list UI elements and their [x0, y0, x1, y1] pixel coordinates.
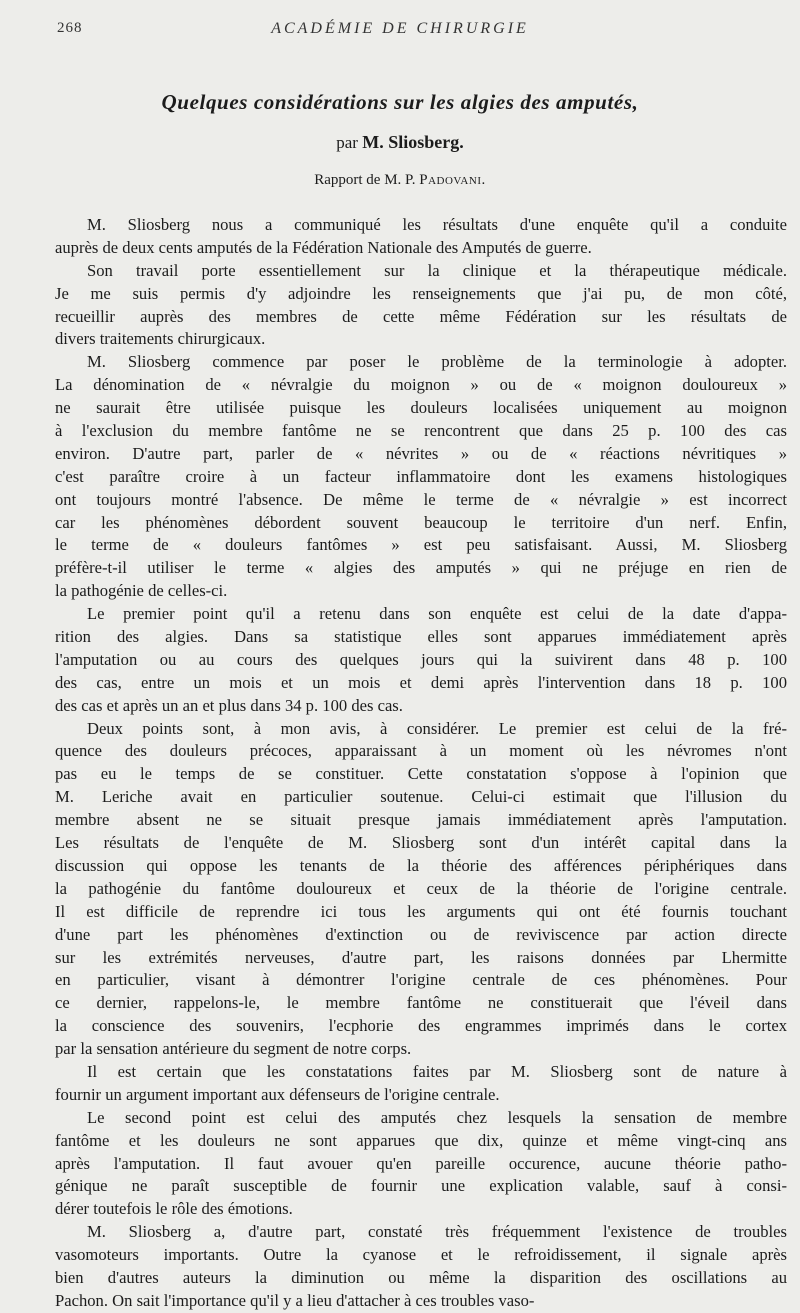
text-line: Il est certain que les constatations faites par M. Sliosberg sont de nature à	[87, 1061, 787, 1081]
text-line: Pachon. On sait l'importance qu'il y a lieu d'attacher à ces troubles vaso-	[55, 1290, 535, 1310]
page-number: 268	[57, 20, 83, 36]
text-line: pas eu le temps de se constituer. Cette constatation s'oppose à l'opinion que	[55, 764, 787, 784]
author-name: M. Sliosberg.	[362, 132, 464, 152]
text-line: à l'exclusion du membre fantôme ne se rencontrent que dans 25 p. 100 des cas	[55, 421, 787, 441]
text-line: la conscience des souvenirs, l'ecphorie des engrammes imprimés dans le cortex	[55, 1016, 787, 1036]
paragraph	[55, 260, 787, 352]
text-line: environ. D'autre part, parler de « névrites » ou de « réactions névritiques »	[55, 443, 787, 463]
text-line: c'est paraître croire à un facteur inflammatoire dont les examens histologiques	[55, 466, 787, 486]
text-line: M. Sliosberg commence par poser le problème de la terminologie à adopter.	[87, 352, 787, 372]
text-line: d'une part les phénomènes d'extinction ou de reviviscence par action directe	[55, 924, 787, 944]
text-line: dérer toutefois le rôle des émotions.	[55, 1199, 293, 1219]
paragraph	[55, 214, 787, 260]
report-line	[0, 172, 800, 189]
text-line: divers traitements chirurgicaux.	[55, 329, 266, 349]
byline-prefix: par	[336, 133, 358, 152]
paragraph	[55, 1061, 787, 1107]
text-line: la pathogénie de celles-ci.	[55, 581, 228, 601]
text-line: en particulier, visant à démontrer l'origine centrale de ces phénomènes. Pour	[55, 970, 787, 990]
text-line: La dénomination de « névralgie du moignon » ou de « moignon douloureux »	[55, 375, 787, 395]
text-line: car les phénomènes débordent souvent beaucoup le territoire d'un nerf. Enfin,	[55, 512, 787, 532]
reporter-name: Padovani.	[419, 172, 486, 188]
text-line: Il est difficile de reprendre ici tous les arguments qui ont été fournis touchant	[55, 901, 787, 921]
text-line: génique ne paraît susceptible de fournir une explication valable, sauf à consi-	[55, 1176, 787, 1196]
text-line: recueillir auprès des membres de cette même Fédération sur les résultats de	[55, 306, 787, 326]
text-line: Je me suis permis d'y adjoindre les renseignements que j'ai pu, de mon côté,	[55, 283, 787, 303]
text-line: ont toujours montré l'absence. De même le terme de « névralgie » est incorrect	[55, 489, 787, 509]
article-body	[55, 214, 787, 1313]
text-line: ce dernier, rappelons-le, le membre fantôme ne constituerait que l'éveil dans	[55, 993, 787, 1013]
text-line: M. Leriche avait en particulier soutenue. Celui-ci estimait que l'illusion du	[55, 787, 787, 807]
report-prefix: Rapport de M. P.	[314, 172, 416, 188]
paragraph	[55, 1107, 787, 1221]
text-line: bien d'autres auteurs la diminution ou même la disparition des oscillations au	[55, 1267, 787, 1287]
article-title: Quelques considérations sur les algies des amputés,	[161, 90, 639, 114]
text-line: quence des douleurs précoces, apparaissant à un moment où les névromes n'ont	[55, 741, 787, 761]
text-line: membre absent ne se situait presque jamais immédiatement après l'amputation.	[55, 810, 787, 830]
byline	[0, 132, 800, 153]
text-line: fournir un argument important aux défenseurs de l'origine centrale.	[55, 1084, 500, 1104]
paragraph	[55, 718, 787, 1061]
paragraph	[55, 1221, 787, 1313]
text-line: des cas, entre un mois et un mois et demi après l'intervention dans 18 p. 100	[55, 672, 787, 692]
text-line: auprès de deux cents amputés de la Fédération Nationale des Amputés de guerre.	[55, 237, 592, 257]
text-line: sur les extrémités nerveuses, d'autre part, les raisons données par Lhermitte	[55, 947, 787, 967]
text-line: Les résultats de l'enquête de M. Sliosberg sont d'un intérêt capital dans la	[55, 833, 787, 853]
text-line: discussion qui oppose les tenants de la théorie des afférences périphériques dans	[55, 855, 787, 875]
paragraph	[55, 351, 787, 603]
text-line: Son travail porte essentiellement sur la clinique et la thérapeutique médicale.	[87, 260, 787, 280]
paragraph	[55, 603, 787, 717]
text-line: l'amputation ou au cours des quelques jours qui la suivirent dans 48 p. 100	[55, 649, 787, 669]
text-line: fantôme et les douleurs ne sont apparues que dix, quinze et même vingt-cinq ans	[55, 1130, 787, 1150]
text-line: après l'amputation. Il faut avouer qu'en pareille occurence, aucune théorie patho-	[55, 1153, 787, 1173]
text-line: vasomoteurs importants. Outre la cyanose et le refroidissement, il signale après	[55, 1245, 787, 1265]
text-line: Le premier point qu'il a retenu dans son enquête est celui de la date d'appa-	[87, 604, 787, 624]
text-line: Deux points sont, à mon avis, à considérer. Le premier est celui de la fré-	[87, 718, 787, 738]
text-line: préfère-t-il utiliser le terme « algies des amputés » qui ne préjuge en rien de	[55, 558, 787, 578]
text-line: par la sensation antérieure du segment de notre corps.	[55, 1039, 412, 1059]
text-line: rition des algies. Dans sa statistique elles sont apparues immédiatement après	[55, 627, 787, 647]
text-line: Le second point est celui des amputés chez lesquels la sensation de membre	[87, 1107, 787, 1127]
text-line: la pathogénie du fantôme douloureux et ceux de la théorie de l'origine centrale.	[55, 878, 787, 898]
running-head: ACADÉMIE DE CHIRURGIE	[271, 20, 529, 37]
text-line: M. Sliosberg nous a communiqué les résultats d'une enquête qu'il a conduite	[87, 215, 787, 234]
text-line: M. Sliosberg a, d'autre part, constaté très fréquemment l'existence de troubles	[87, 1222, 787, 1242]
text-line: des cas et après un an et plus dans 34 p. 100 des cas.	[55, 695, 403, 715]
text-line: ne saurait être utilisée puisque les douleurs localisées uniquement au moignon	[55, 398, 787, 418]
text-line: le terme de « douleurs fantômes » est peu satisfaisant. Aussi, M. Sliosberg	[55, 535, 787, 555]
